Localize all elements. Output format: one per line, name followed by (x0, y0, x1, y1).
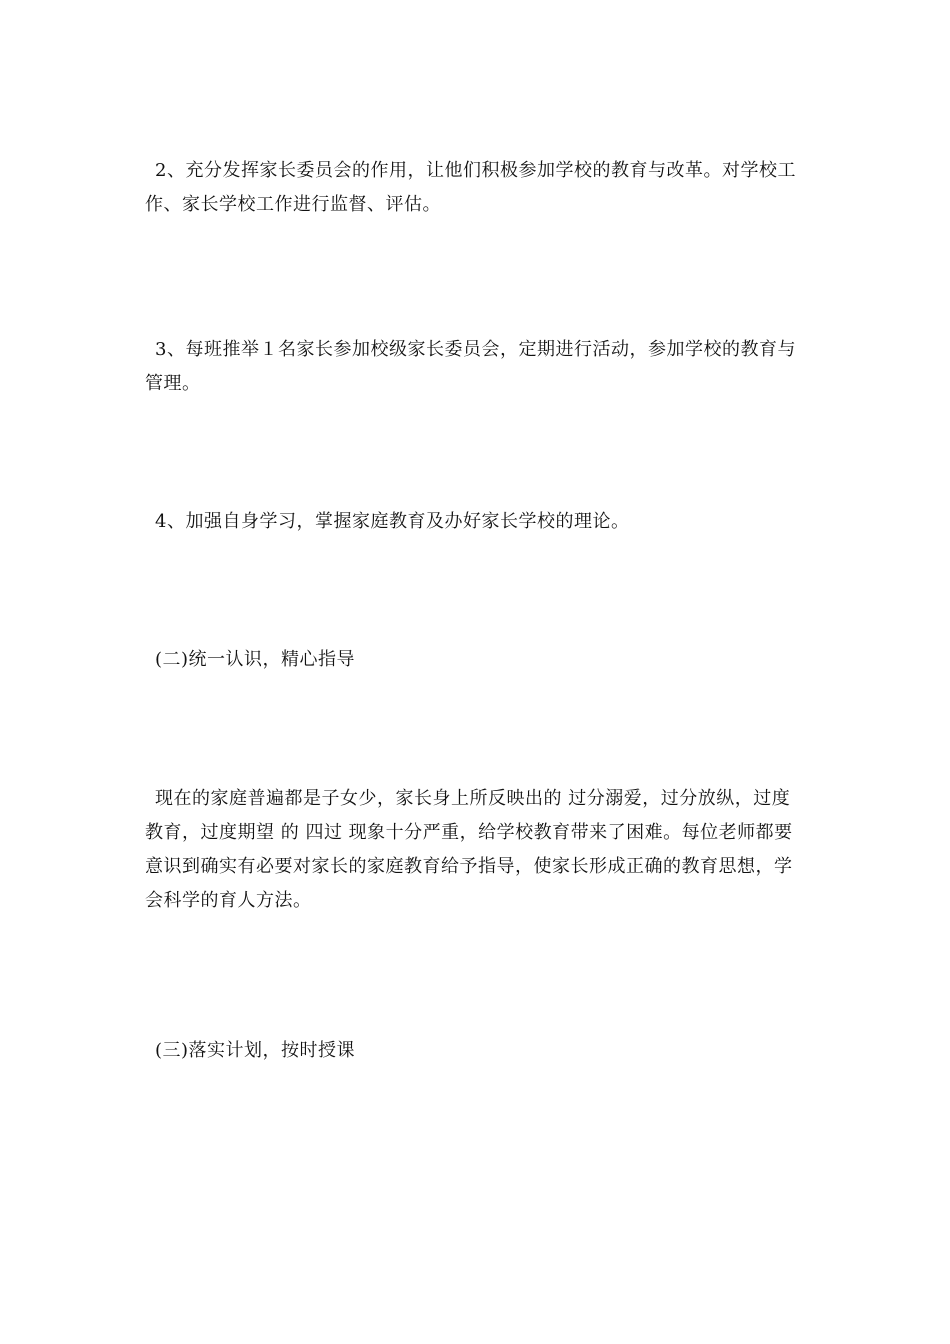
body-paragraph: 现在的家庭普遍都是子女少，家长身上所反映出的 过分溺爱，过分放纵，过度教育，过度期望 的 四过 现象十分严重，给学校教育带来了困难。每位老师都要意识到确实有必要对家长的家庭教育给予指导，使家长形成正确的教育思想，学会科学的育人方法。 (145, 788, 793, 911)
section-heading-3: (三)落实计划，按时授课 (155, 1040, 356, 1061)
paragraph-item-4: 4、加强自身学习，掌握家庭教育及办好家长学校的理论。 (155, 511, 630, 532)
paragraph-item-2: 2、充分发挥家长委员会的作用，让他们积极参加学校的教育与改革。对学校工作、家长学校工作进行监督、评估。 (145, 160, 796, 215)
section-heading-2: (二)统一认识，精心指导 (155, 649, 356, 670)
paragraph-item-3: 3、每班推举１名家长参加校级家长委员会，定期进行活动，参加学校的教育与管理。 (145, 339, 796, 394)
